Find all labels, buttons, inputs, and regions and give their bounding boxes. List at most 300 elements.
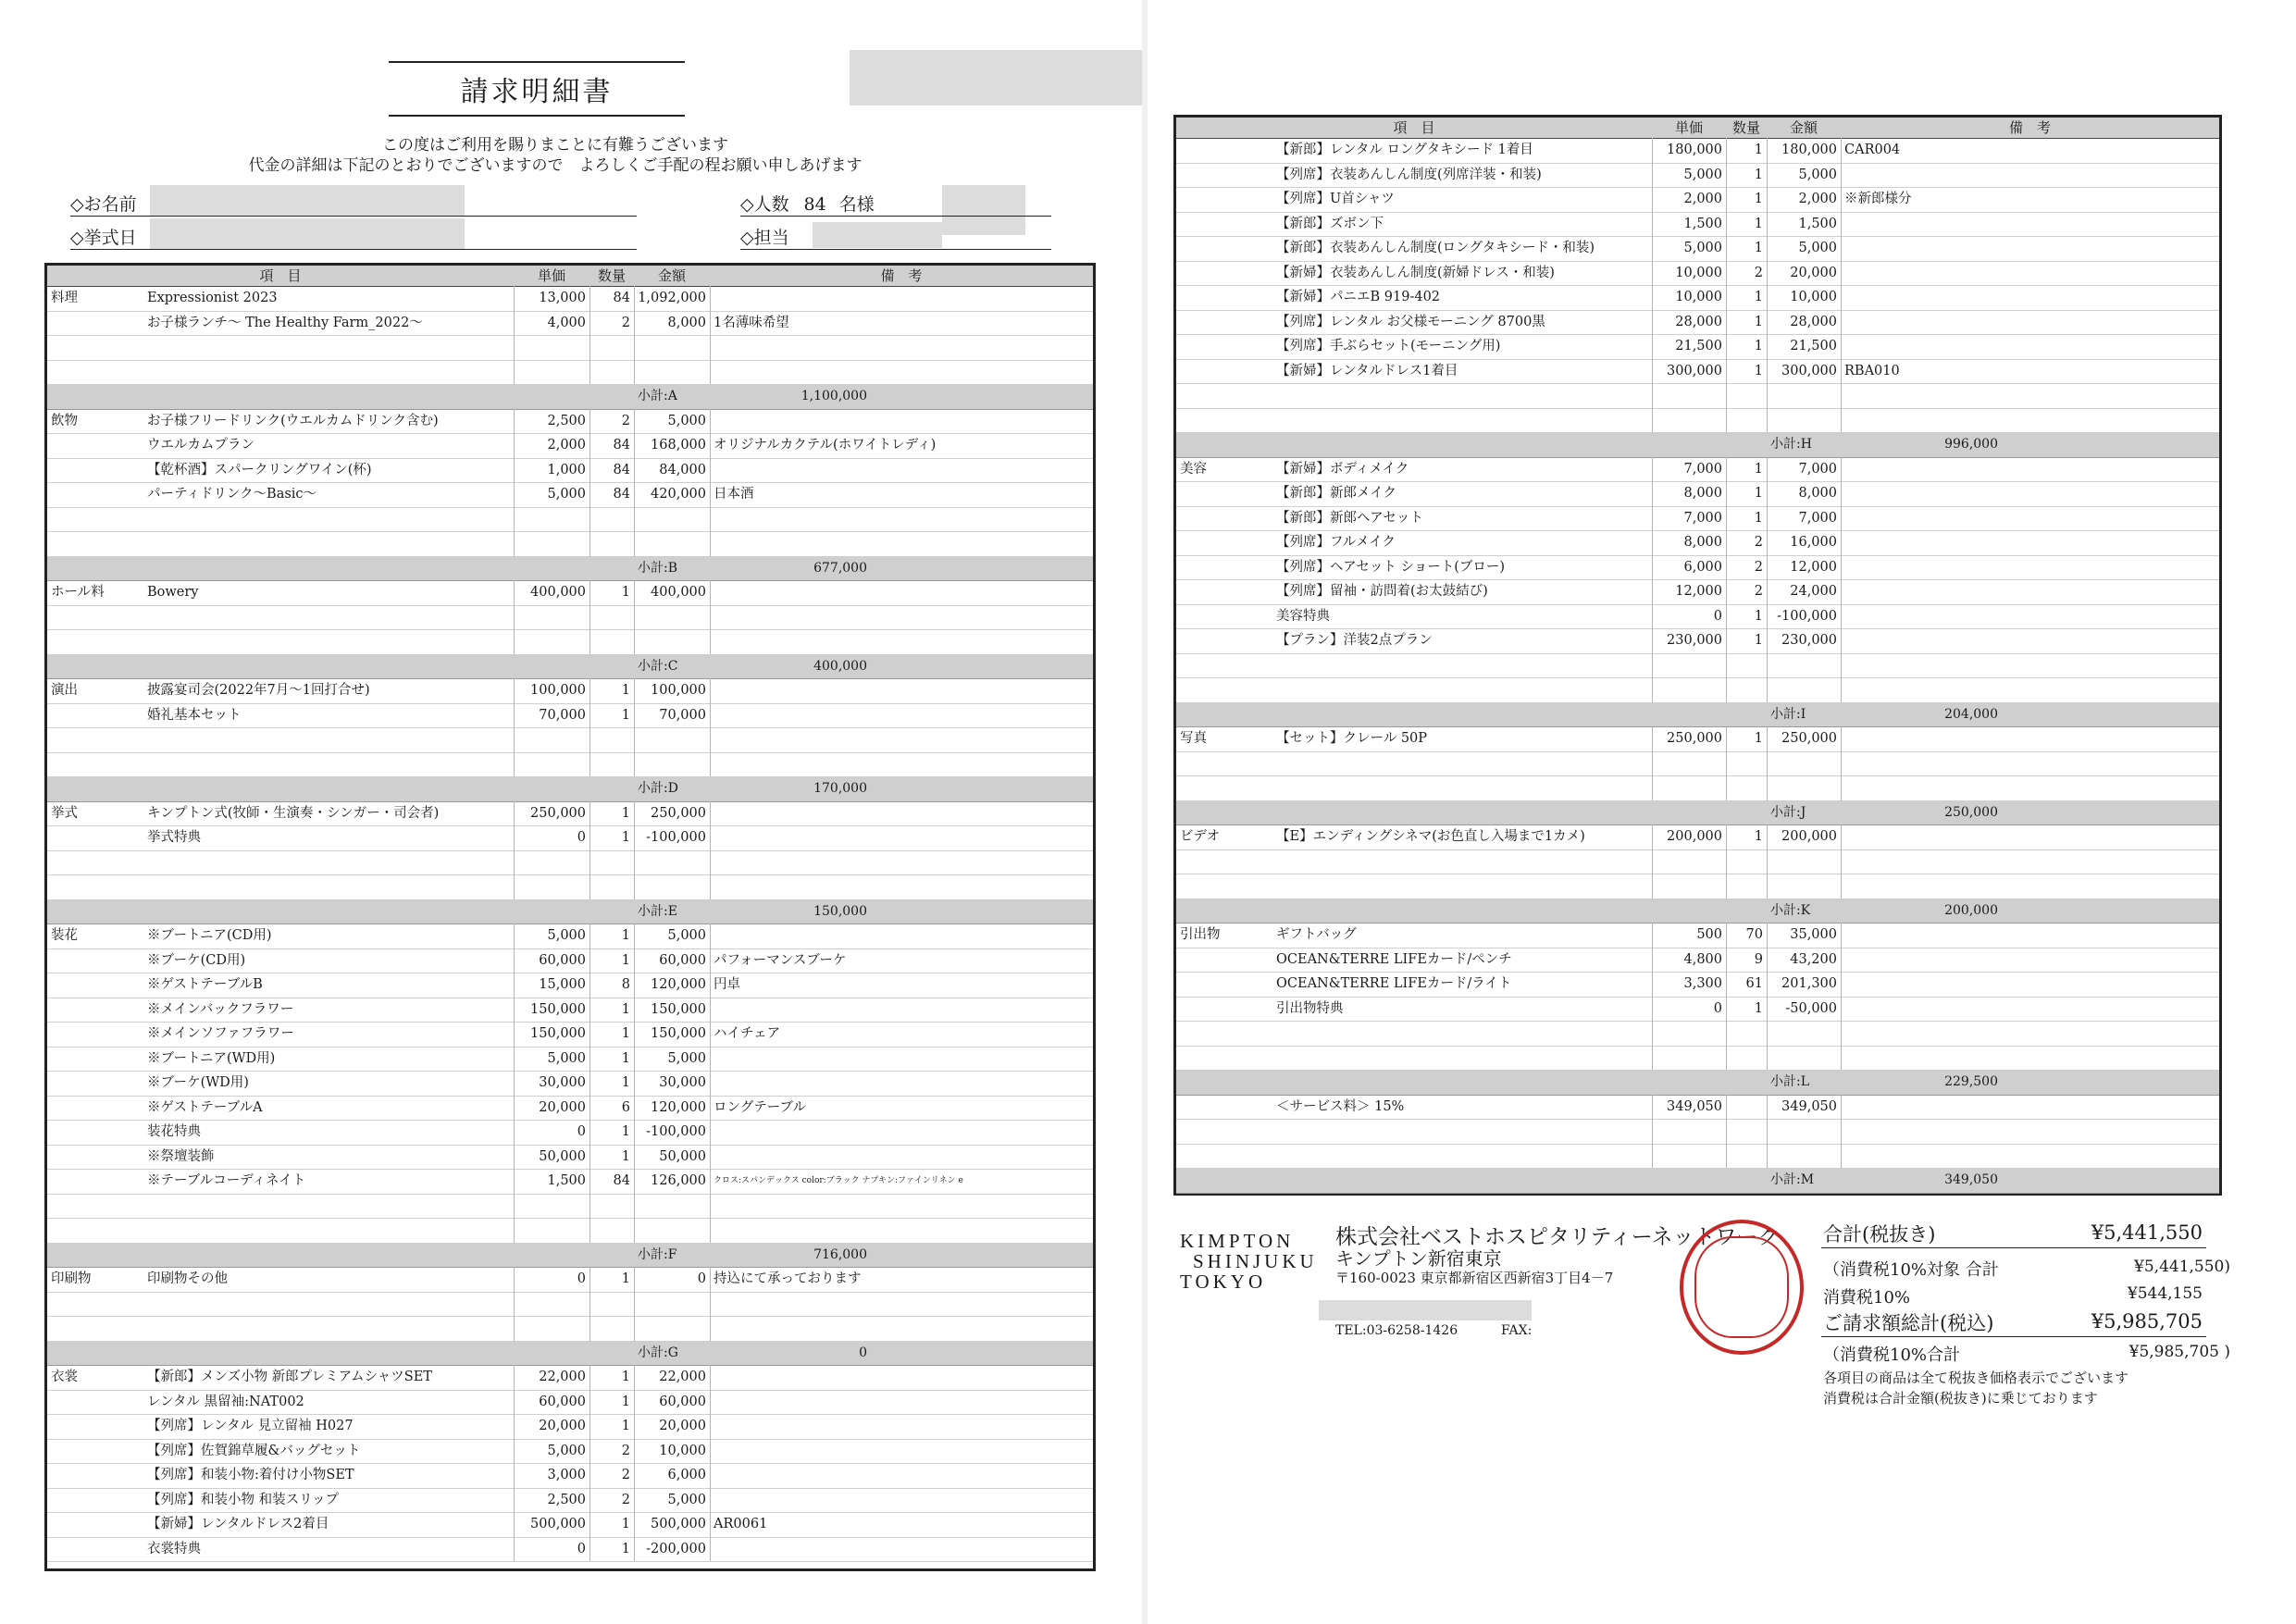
category-cell — [51, 1120, 145, 1145]
item-cell: 【プラン】洋装2点プラン — [1276, 633, 1433, 648]
qty-cell: 1 — [621, 805, 630, 821]
category-cell — [51, 1022, 145, 1047]
amount-cell: 35,000 — [1790, 927, 1837, 942]
amount-cell: 120,000 — [651, 977, 706, 992]
table-row — [1176, 579, 2219, 605]
price-cell: 200,000 — [1667, 829, 1722, 844]
table-row — [47, 948, 1093, 974]
remarks-cell — [1844, 948, 2215, 973]
qty-cell: 1 — [1754, 290, 1763, 304]
category-cell — [51, 973, 145, 998]
category-cell: 引出物 — [1180, 927, 1221, 942]
price-cell: 2,500 — [547, 413, 586, 428]
item-cell: 【列席】和装小物:着付け小物SET — [147, 1468, 354, 1482]
table-row — [47, 1145, 1093, 1171]
table-row — [1176, 972, 2219, 998]
subtotal-row — [1176, 800, 2219, 826]
subtotal-row — [1176, 1168, 2219, 1194]
table-row — [1176, 285, 2219, 311]
table-row — [47, 1267, 1093, 1293]
qty-cell: 1 — [1754, 339, 1763, 353]
amount-cell: 201,300 — [1781, 976, 1837, 991]
qty-cell: 9 — [1754, 951, 1763, 967]
price-cell: 2,000 — [1683, 192, 1722, 206]
qty-cell: 1 — [621, 1517, 630, 1531]
price-cell: 28,000 — [1675, 314, 1722, 329]
column-header-price: 単価 — [1674, 119, 1703, 136]
taxable-label: （消費税10%対象 合計 — [1823, 1260, 1999, 1280]
item-cell: 印刷物その他 — [147, 1271, 228, 1286]
amount-cell: 20,000 — [659, 1419, 706, 1433]
table-row — [1176, 1119, 2219, 1145]
column-header-qty: 数量 — [597, 267, 626, 284]
amount-cell: 250,000 — [651, 805, 706, 821]
remarks-cell — [714, 409, 1089, 434]
item-cell: 【列席】衣装あんしん制度(列席洋装・和装) — [1276, 167, 1542, 182]
amount-cell: 5,000 — [667, 1492, 706, 1507]
qty-cell: 1 — [621, 1148, 630, 1164]
table-row — [1176, 310, 2219, 336]
price-cell: 4,800 — [1683, 951, 1722, 967]
grand-tax10-value: ¥5,985,705 ) — [2128, 1343, 2230, 1361]
price-cell: 60,000 — [539, 952, 586, 968]
item-cell: ※ゲストテーブルA — [147, 1099, 263, 1115]
qty-cell: 1 — [621, 952, 630, 968]
amount-cell: 1,500 — [1798, 216, 1837, 231]
category-cell — [51, 1439, 145, 1464]
ceremony-date-redacted — [150, 218, 465, 250]
qty-cell: 84 — [613, 487, 630, 502]
item-cell: ※テーブルコーディネイト — [147, 1173, 306, 1188]
table-row — [47, 924, 1093, 949]
price-cell: 10,000 — [1675, 265, 1722, 280]
company-tel: TEL:03-6258-1426 — [1335, 1323, 1458, 1338]
table-header — [1176, 118, 2219, 139]
price-cell: 2,000 — [547, 438, 586, 452]
remarks-cell — [1844, 212, 2215, 237]
subtotal-row — [1176, 899, 2219, 924]
qty-cell: 1 — [1754, 510, 1763, 526]
remarks-cell — [1844, 604, 2215, 629]
remarks-cell — [714, 1390, 1089, 1415]
item-cell: ※ブーケ(CD用) — [147, 952, 246, 968]
subtotal-label: 小計:M — [1770, 1172, 1815, 1187]
table-row — [1176, 530, 2219, 556]
ceremony-date-label: ◇挙式日 — [70, 228, 137, 248]
price-cell: 0 — [577, 1271, 586, 1286]
table-row — [47, 1071, 1093, 1097]
item-cell: 【列席】レンタル お父様モーニング 8700黒 — [1276, 314, 1545, 329]
item-cell: 装花特典 — [147, 1124, 201, 1139]
column-header-remarks: 備 考 — [2008, 119, 2051, 136]
item-cell: 婚礼基本セット — [147, 707, 242, 723]
price-cell: 20,000 — [539, 1099, 586, 1115]
price-cell: 400,000 — [530, 585, 586, 600]
amount-cell: 24,000 — [1790, 584, 1837, 599]
qty-cell: 1 — [1754, 143, 1763, 157]
subtotal-value: 996,000 — [1944, 437, 1998, 452]
remarks-cell — [1844, 334, 2215, 359]
qty-cell: 1 — [621, 585, 630, 600]
table-row — [47, 531, 1093, 557]
greeting: この度はご利用を賜りまことに有難うございます 代金の詳細は下記のとおりでございますので よろしくご手配の程お願い申しあげます — [248, 136, 863, 175]
subtotal-row — [47, 556, 1093, 582]
subtotal-label: 小計:J — [1770, 804, 1806, 820]
amount-cell: 8,000 — [1798, 486, 1837, 501]
category-cell: 写真 — [1180, 731, 1207, 746]
column-header-amount: 金額 — [657, 267, 686, 284]
item-cell: 挙式特典 — [147, 830, 201, 845]
category-cell — [1180, 530, 1274, 555]
category-cell — [51, 482, 145, 507]
remarks-cell — [1844, 824, 2215, 849]
table-row — [47, 1390, 1093, 1416]
item-cell: 【新婦】パニエB 919-402 — [1276, 290, 1441, 304]
price-cell: 250,000 — [1667, 731, 1722, 746]
remarks-cell: ロングテーブル — [714, 1099, 806, 1115]
amount-cell: 200,000 — [1781, 829, 1837, 844]
item-cell: 【列席】フルメイク — [1276, 535, 1396, 550]
item-cell: 衣裳特典 — [147, 1541, 201, 1556]
table-row — [47, 605, 1093, 631]
table-row — [47, 825, 1093, 851]
table-row — [47, 1022, 1093, 1048]
remarks-cell — [714, 1071, 1089, 1096]
subtotal-value: 200,000 — [1944, 902, 1998, 918]
item-cell: ※メインソファフラワー — [147, 1026, 294, 1041]
amount-cell: 126,000 — [651, 1173, 706, 1188]
category-cell — [51, 1047, 145, 1072]
redacted-box — [1319, 1300, 1532, 1320]
table-row — [1176, 212, 2219, 238]
subtotal-label: 小計:B — [638, 560, 678, 576]
redacted-box — [850, 50, 1146, 105]
remarks-cell — [714, 1439, 1089, 1464]
amount-cell: 250,000 — [1781, 731, 1837, 746]
amount-cell: 500,000 — [651, 1517, 706, 1531]
amount-cell: 16,000 — [1790, 535, 1837, 550]
item-cell: OCEAN&TERRE LIFEカード/ライト — [1276, 976, 1512, 991]
category-cell — [1180, 310, 1274, 335]
category-cell — [51, 703, 145, 728]
grand-total-label: ご請求額総計(税込) — [1823, 1312, 1994, 1334]
table-row — [47, 629, 1093, 655]
guest-count-label: ◇人数 — [740, 194, 789, 215]
qty-cell: 1 — [1754, 216, 1763, 231]
price-cell: 10,000 — [1675, 290, 1722, 304]
item-cell: 【新婦】レンタルドレス2着目 — [147, 1517, 329, 1531]
remarks-cell — [714, 458, 1089, 483]
qty-cell: 2 — [621, 1443, 630, 1458]
items-table-left — [44, 263, 1096, 1571]
remarks-cell — [1844, 972, 2215, 997]
remarks-cell: 日本酒 — [714, 487, 754, 502]
subtotal-label: 小計:L — [1770, 1074, 1810, 1089]
remarks-cell — [714, 703, 1089, 728]
item-cell: パーティドリンク～Basic～ — [147, 487, 317, 502]
item-cell: レンタル 黒留袖:NAT002 — [147, 1394, 304, 1409]
item-cell: 【新郎】新郎メイク — [1276, 486, 1396, 501]
category-cell — [51, 1488, 145, 1513]
table-header — [47, 266, 1093, 287]
item-cell: 美容特典 — [1276, 608, 1330, 624]
category-cell — [1180, 972, 1274, 997]
amount-cell: 150,000 — [651, 1026, 706, 1041]
category-cell — [1180, 334, 1274, 359]
qty-cell: 1 — [1754, 192, 1763, 206]
amount-cell: 7,000 — [1798, 510, 1837, 526]
category-cell — [1180, 506, 1274, 531]
subtotal-row — [1176, 432, 2219, 458]
item-cell: ※ブートニア(WD用) — [147, 1050, 276, 1066]
staff-label: ◇担当 — [740, 228, 789, 248]
table-row — [1176, 1046, 2219, 1072]
remarks-cell — [1844, 236, 2215, 261]
category-cell — [51, 458, 145, 483]
subtotal-label: 小計:A — [638, 389, 677, 403]
category-cell: 美容 — [1180, 461, 1207, 477]
table-row — [1176, 506, 2219, 532]
price-cell: 500,000 — [530, 1517, 586, 1531]
column-header-qty: 数量 — [1731, 119, 1760, 136]
table-row — [47, 752, 1093, 778]
price-cell: 12,000 — [1675, 584, 1722, 599]
price-cell: 5,000 — [547, 1443, 586, 1458]
price-cell: 500 — [1696, 927, 1722, 942]
subtotal-row — [47, 899, 1093, 925]
remarks-cell: オリジナルカクテル(ホワイトレディ) — [714, 438, 937, 452]
subtotal-value: 0 — [859, 1345, 867, 1360]
remarks-cell — [1844, 163, 2215, 188]
qty-cell: 2 — [621, 413, 630, 428]
amount-cell: 60,000 — [659, 1394, 706, 1409]
category-cell — [51, 825, 145, 850]
staff-field — [740, 224, 789, 249]
qty-cell: 1 — [1754, 829, 1763, 844]
subtotal-value: 677,000 — [813, 560, 867, 576]
price-cell: 7,000 — [1683, 461, 1722, 477]
company-fax: FAX: — [1501, 1323, 1533, 1338]
price-cell: 3,300 — [1683, 976, 1722, 991]
table-row — [47, 1414, 1093, 1440]
amount-cell: 22,000 — [659, 1370, 706, 1384]
qty-cell: 2 — [1754, 265, 1763, 280]
item-cell: お子様フリードリンク(ウエルカムドリンク含む) — [147, 413, 439, 428]
qty-cell: 84 — [613, 291, 630, 305]
qty-cell: 1 — [621, 1026, 630, 1041]
qty-cell: 1 — [1754, 363, 1763, 378]
qty-cell: 2 — [1754, 559, 1763, 575]
staff-redacted — [813, 222, 942, 248]
table-row — [47, 1194, 1093, 1220]
grand-tax10-label: （消費税10%合計 — [1823, 1345, 1961, 1365]
price-cell: 5,000 — [547, 928, 586, 943]
item-cell: 【列席】U首シャツ — [1276, 192, 1395, 206]
qty-cell: 1 — [621, 928, 630, 943]
amount-cell: 5,000 — [667, 1050, 706, 1066]
table-row — [47, 507, 1093, 533]
subtotal-row — [47, 1243, 1093, 1269]
price-cell: 5,000 — [547, 487, 586, 502]
category-cell: ホール料 — [51, 585, 105, 600]
amount-cell: -200,000 — [646, 1541, 706, 1556]
table-row — [1176, 677, 2219, 703]
table-row — [47, 1537, 1093, 1563]
category-cell — [1180, 359, 1274, 384]
table-row — [47, 482, 1093, 508]
table-row — [47, 874, 1093, 900]
item-cell: 【新郎】ズボン下 — [1276, 216, 1384, 231]
amount-cell: 43,200 — [1790, 951, 1837, 967]
price-cell: 0 — [1713, 1000, 1722, 1016]
price-cell: 300,000 — [1667, 363, 1722, 378]
category-cell — [1180, 997, 1274, 1022]
amount-cell: -50,000 — [1785, 1000, 1837, 1016]
qty-cell — [1726, 1095, 1763, 1120]
qty-cell: 2 — [621, 1492, 630, 1507]
table-row — [1176, 726, 2219, 752]
table-row — [47, 1439, 1093, 1465]
category-cell — [51, 1390, 145, 1415]
qty-cell: 2 — [1754, 535, 1763, 550]
table-row — [1176, 236, 2219, 262]
price-cell: 4,000 — [547, 315, 586, 330]
category-cell — [1180, 236, 1274, 261]
subtotal-row — [47, 1341, 1093, 1367]
qty-cell: 1 — [621, 1271, 630, 1286]
table-row — [47, 1096, 1093, 1122]
table-row — [1176, 138, 2219, 164]
table-row — [1176, 923, 2219, 948]
item-cell: 【列席】レンタル 見立留袖 H027 — [147, 1419, 354, 1433]
item-cell: お子様ランチ～ The Healthy Farm_2022～ — [147, 315, 423, 330]
tax-note-1: 各項目の商品は全て税抜き価格表示でございます — [1823, 1370, 2129, 1386]
table-row — [1176, 948, 2219, 973]
hotel-name: キンプトン新宿東京 — [1335, 1247, 1502, 1270]
amount-cell: 230,000 — [1781, 633, 1837, 648]
remarks-cell: 円卓 — [714, 977, 740, 992]
table-row — [47, 335, 1093, 361]
name-field — [70, 191, 137, 216]
table-row — [47, 1120, 1093, 1146]
remarks-cell: パフォーマンスブーケ — [714, 952, 847, 968]
qty-cell: 1 — [621, 1541, 630, 1556]
category-cell: 演出 — [51, 683, 78, 698]
subtotal-value: 170,000 — [813, 781, 867, 796]
remarks-cell — [1844, 261, 2215, 286]
qty-cell: 84 — [613, 462, 630, 477]
table-row — [47, 580, 1093, 606]
price-cell: 30,000 — [539, 1075, 586, 1090]
subtotal-row — [1176, 702, 2219, 728]
qty-cell: 70 — [1745, 927, 1763, 942]
remarks-cell — [714, 801, 1089, 826]
item-cell: ※メインバックフラワー — [147, 1001, 294, 1017]
table-row — [47, 1316, 1093, 1342]
price-cell: 0 — [577, 1124, 586, 1139]
qty-cell: 1 — [621, 1075, 630, 1090]
remarks-cell: 1名薄味希望 — [714, 315, 789, 330]
qty-cell: 1 — [1754, 486, 1763, 501]
subtotal-label: 小計:I — [1770, 706, 1806, 722]
table-row — [47, 360, 1093, 386]
subtotal-label: 小計:G — [638, 1345, 678, 1360]
item-cell: 【セット】クレール 50P — [1276, 731, 1428, 746]
price-cell: 5,000 — [1683, 241, 1722, 255]
qty-cell: 1 — [621, 1001, 630, 1017]
column-header-item: 項 目 — [1393, 119, 1435, 136]
amount-cell: 70,000 — [659, 707, 706, 723]
guest-count-unit: 名様 — [838, 194, 875, 215]
qty-cell: 1 — [1754, 314, 1763, 329]
price-cell: 7,000 — [1683, 510, 1722, 526]
price-cell: 15,000 — [539, 977, 586, 992]
subtotal-label: 合計(税抜き) — [1823, 1223, 1936, 1246]
item-cell: 【列席】留袖・訪問着(お太鼓結び) — [1276, 584, 1488, 599]
company-address: 〒160-0023 東京都新宿区西新宿3丁目4－7 — [1335, 1270, 1614, 1286]
category-cell — [1180, 285, 1274, 310]
invoice-page-left — [0, 0, 1144, 1624]
qty-cell: 1 — [1754, 608, 1763, 624]
category-cell — [1180, 604, 1274, 629]
price-cell: 5,000 — [547, 1050, 586, 1066]
item-cell: 【新婦】レンタルドレス1着目 — [1276, 363, 1458, 378]
amount-cell: 12,000 — [1790, 559, 1837, 575]
table-row — [47, 1512, 1093, 1538]
amount-cell: -100,000 — [646, 830, 706, 845]
tax-note-2: 消費税は合計金額(税抜き)に乗じております — [1823, 1390, 2098, 1407]
table-row — [1176, 261, 2219, 287]
category-cell — [51, 1169, 145, 1194]
amount-cell: 349,050 — [1781, 1098, 1837, 1114]
qty-cell: 1 — [621, 830, 630, 845]
price-cell: 8,000 — [1683, 535, 1722, 550]
item-cell: ※ゲストテーブルB — [147, 977, 263, 992]
table-row — [1176, 1144, 2219, 1170]
amount-cell: 300,000 — [1781, 363, 1837, 378]
remarks-cell — [714, 825, 1089, 850]
subtotal-value: 229,500 — [1944, 1074, 1998, 1089]
kimpton-logo: KIMPTON SHINJUKU TOKYO — [1180, 1230, 1318, 1293]
qty-cell: 8 — [621, 977, 630, 992]
remarks-cell — [714, 1047, 1089, 1072]
subtotal-value: 1,100,000 — [800, 389, 867, 403]
category-cell — [51, 1463, 145, 1488]
amount-cell: 21,500 — [1790, 339, 1837, 353]
category-cell — [51, 311, 145, 336]
table-row — [1176, 604, 2219, 630]
item-cell: 【新郎】新郎ヘアセット — [1276, 510, 1423, 526]
remarks-cell — [1844, 726, 2215, 751]
price-cell: 1,500 — [547, 1173, 586, 1188]
subtotal-label: 小計:D — [638, 781, 678, 796]
remarks-cell — [1844, 481, 2215, 506]
table-row — [47, 458, 1093, 484]
item-cell: 披露宴司会(2022年7月～1回打合せ) — [147, 683, 370, 698]
table-row — [47, 1047, 1093, 1072]
price-cell: 22,000 — [539, 1370, 586, 1384]
category-cell — [1180, 212, 1274, 237]
price-cell: 60,000 — [539, 1394, 586, 1409]
items-table-right — [1173, 115, 2222, 1196]
guest-count-value: 84 — [803, 194, 826, 215]
remarks-cell — [1844, 555, 2215, 580]
qty-cell: 1 — [621, 707, 630, 723]
table-row — [1176, 824, 2219, 850]
guest-count-field — [740, 191, 875, 216]
table-row — [1176, 383, 2219, 409]
table-row — [47, 801, 1093, 827]
